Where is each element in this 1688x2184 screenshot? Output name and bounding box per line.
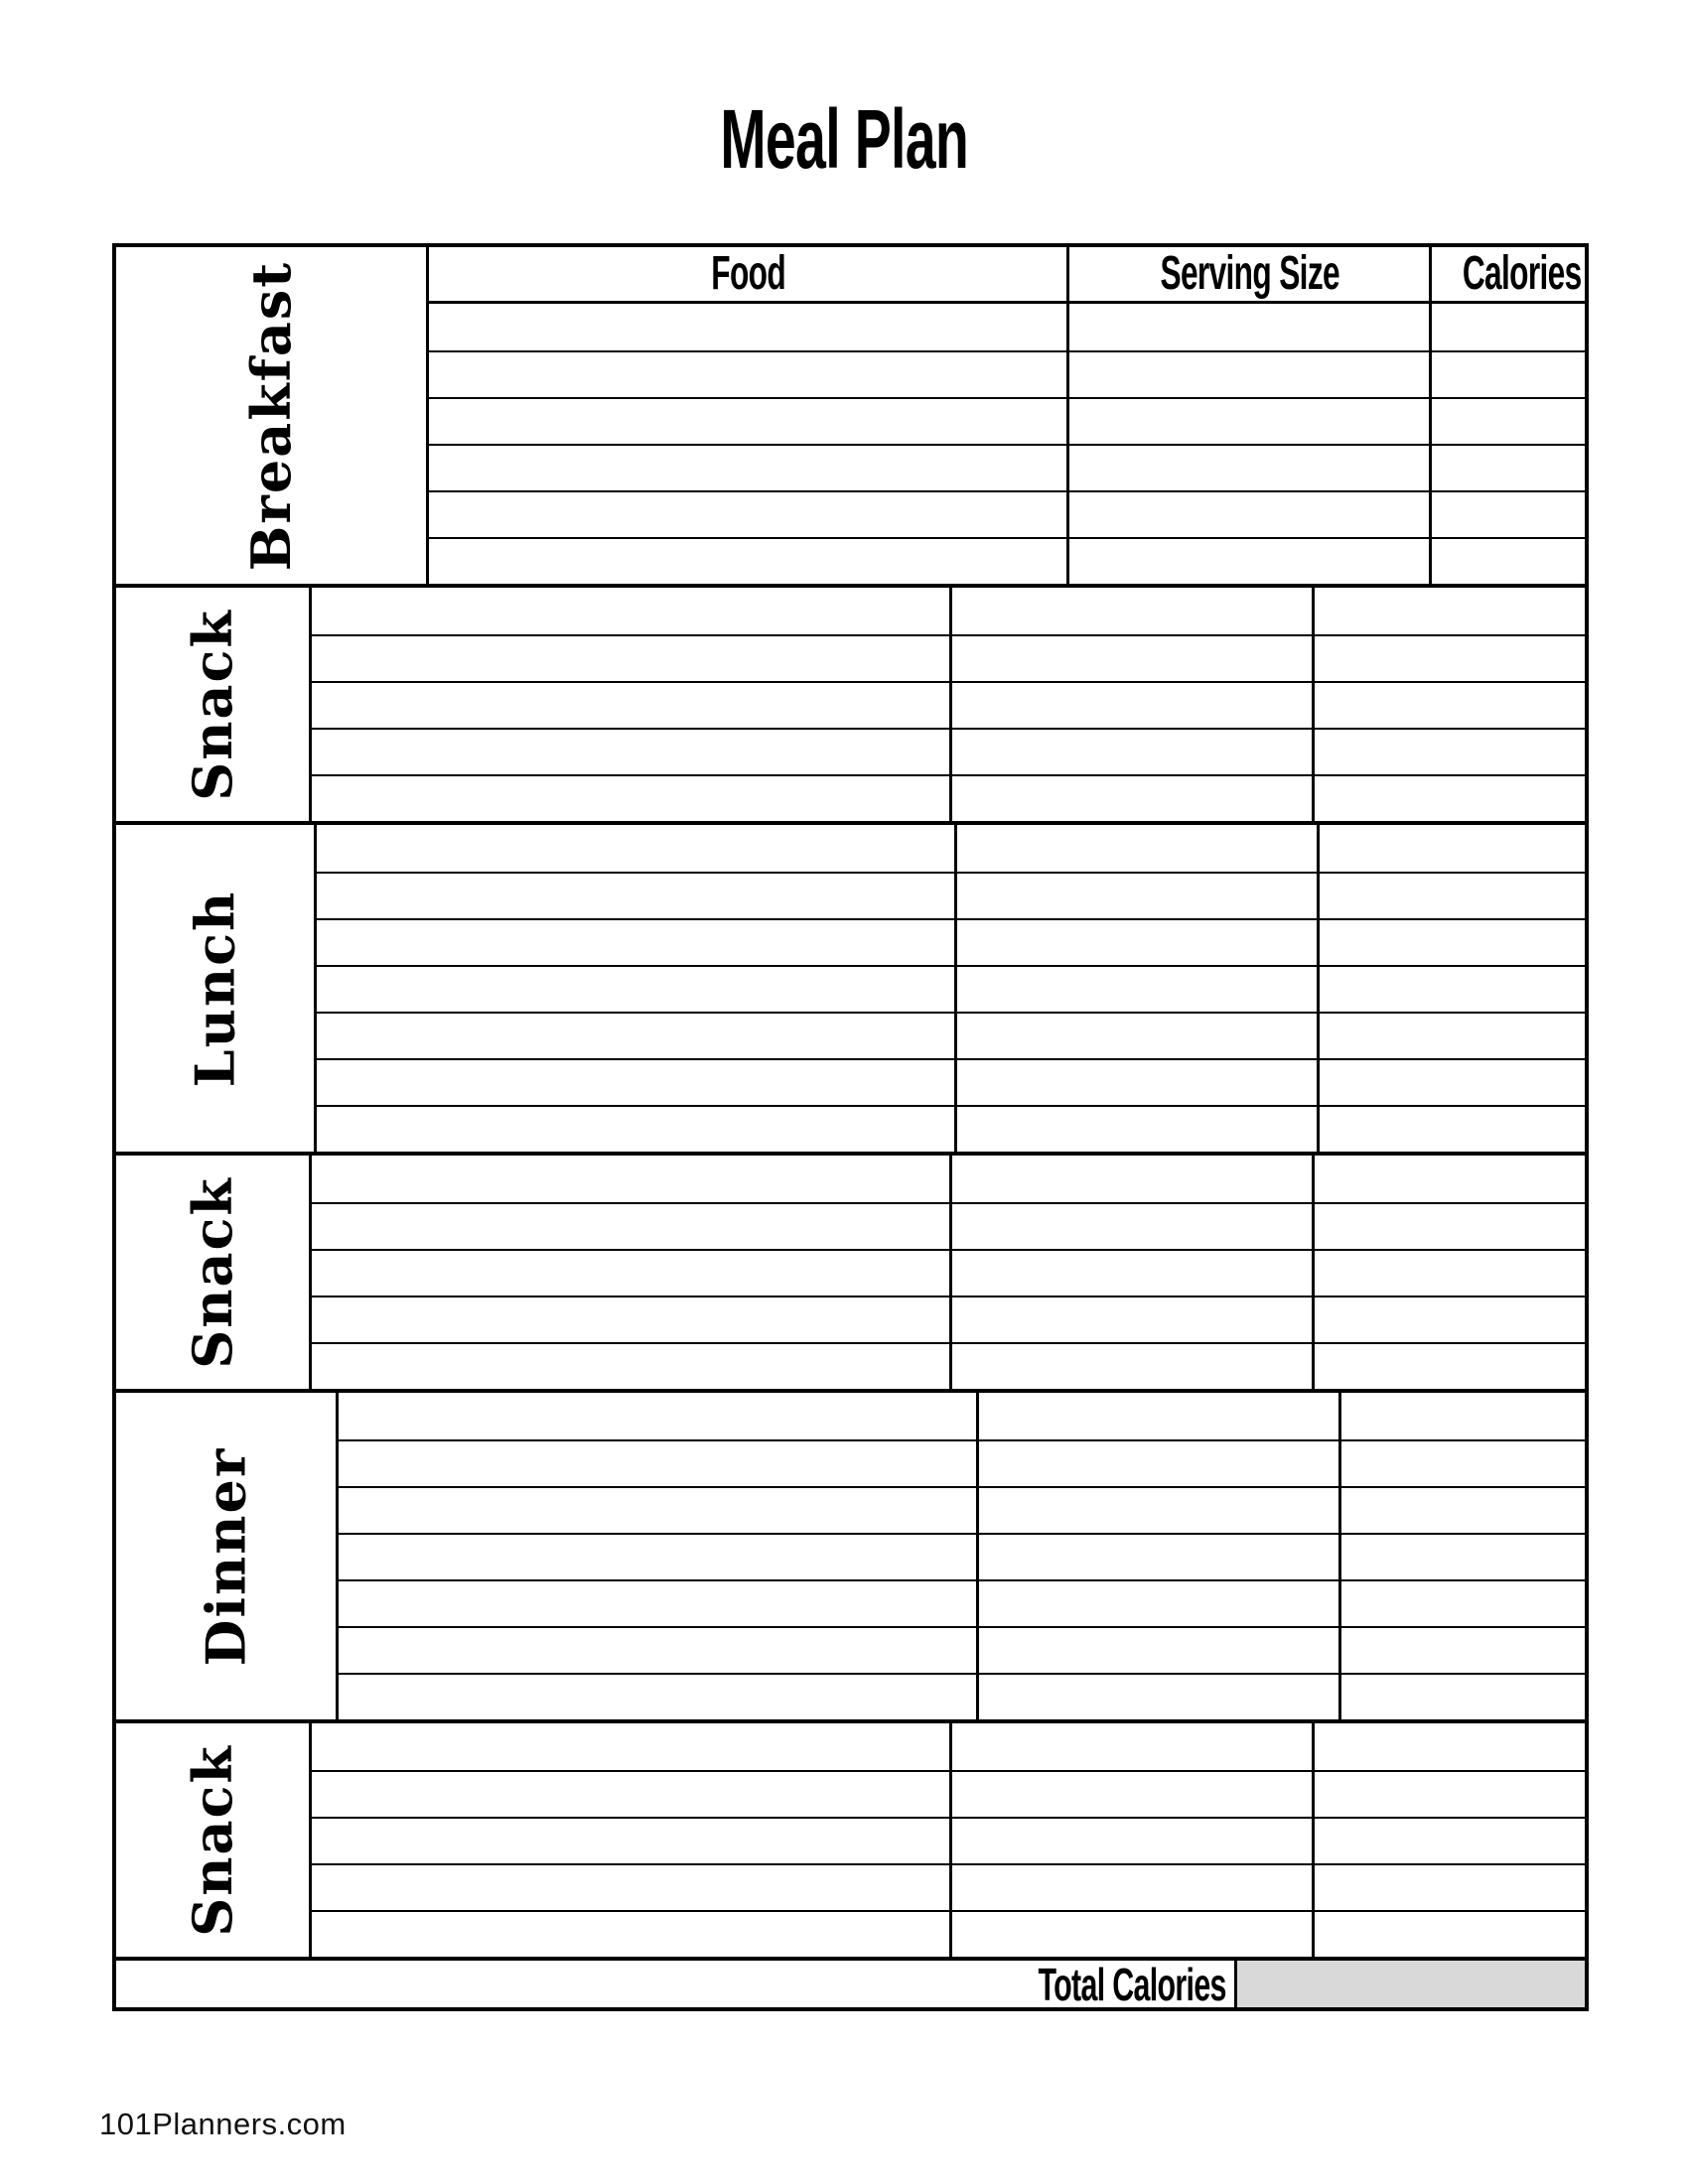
calories-cell[interactable] <box>1312 1344 1585 1389</box>
section-label: Snack <box>180 608 244 801</box>
entry-row <box>317 872 1585 918</box>
entry-row <box>312 1156 1585 1202</box>
total-calories-label-cell <box>116 1958 1234 2010</box>
food-cell[interactable] <box>429 399 1066 444</box>
calories-cell[interactable] <box>1429 304 1585 350</box>
entry-row <box>317 1012 1585 1058</box>
serving-size-cell[interactable] <box>954 1060 1317 1105</box>
column-header-label: Food <box>711 247 785 300</box>
calories-cell[interactable] <box>1338 1535 1585 1579</box>
serving-size-cell[interactable] <box>976 1535 1338 1579</box>
section-snack <box>116 584 1585 821</box>
calories-cell[interactable] <box>1312 730 1585 774</box>
entry-row <box>312 774 1585 821</box>
serving-size-cell[interactable] <box>949 588 1312 634</box>
food-cell[interactable] <box>312 730 949 774</box>
calories-cell[interactable] <box>1338 1488 1585 1533</box>
calories-cell[interactable] <box>1317 967 1585 1012</box>
serving-size-cell[interactable] <box>949 1819 1312 1863</box>
entry-row <box>317 965 1585 1012</box>
meal-sections <box>116 247 1585 1957</box>
calories-cell[interactable] <box>1317 825 1585 872</box>
serving-size-cell[interactable] <box>954 1014 1317 1058</box>
page-title <box>0 92 1688 186</box>
serving-size-cell[interactable] <box>949 1865 1312 1910</box>
food-cell[interactable] <box>312 1865 949 1910</box>
serving-size-cell[interactable] <box>949 1251 1312 1296</box>
calories-cell[interactable] <box>1429 446 1585 490</box>
entry-row <box>339 1579 1585 1626</box>
calories-cell[interactable] <box>1338 1441 1585 1486</box>
entry-row <box>317 825 1585 872</box>
calories-cell[interactable] <box>1312 776 1585 821</box>
entry-row <box>339 1439 1585 1486</box>
entry-row <box>339 1533 1585 1579</box>
column-header-label: Serving Size <box>1160 247 1339 300</box>
serving-size-cell[interactable] <box>949 1912 1312 1957</box>
entry-row <box>312 634 1585 681</box>
entry-row <box>317 918 1585 965</box>
section-dinner <box>116 1389 1585 1719</box>
column-header-calories <box>1429 247 1612 301</box>
entry-row <box>429 350 1585 397</box>
serving-size-cell[interactable] <box>976 1628 1338 1673</box>
calories-cell[interactable] <box>1429 492 1585 537</box>
section-snack <box>116 1152 1585 1389</box>
footer-site-text: 101Planners.com <box>99 2107 347 2141</box>
entry-row <box>312 588 1585 634</box>
food-cell[interactable] <box>312 1204 949 1249</box>
entry-row <box>312 1249 1585 1296</box>
food-cell[interactable] <box>312 1912 949 1957</box>
entry-row <box>429 490 1585 537</box>
entry-row <box>312 1296 1585 1342</box>
food-cell[interactable] <box>339 1393 976 1439</box>
calories-cell[interactable] <box>1312 1723 1585 1770</box>
column-header-label: Calories <box>1463 247 1583 300</box>
entry-row <box>339 1673 1585 1719</box>
entry-row <box>429 397 1585 444</box>
section-breakfast <box>116 247 1585 584</box>
serving-size-cell[interactable] <box>1066 352 1429 397</box>
food-cell[interactable] <box>312 683 949 728</box>
calories-cell[interactable] <box>1312 1156 1585 1202</box>
serving-size-cell[interactable] <box>949 1772 1312 1817</box>
food-cell[interactable] <box>317 920 954 965</box>
serving-size-cell[interactable] <box>949 1156 1312 1202</box>
entry-row <box>317 1058 1585 1105</box>
total-calories-label: Total Calories <box>1038 1958 1226 2010</box>
calories-cell[interactable] <box>1312 1912 1585 1957</box>
calories-cell[interactable] <box>1312 1865 1585 1910</box>
section-lunch <box>116 821 1585 1152</box>
serving-size-cell[interactable] <box>976 1488 1338 1533</box>
section-label-cell-dinner <box>116 1393 339 1719</box>
food-cell[interactable] <box>429 539 1066 584</box>
food-cell[interactable] <box>312 1156 949 1202</box>
entry-row <box>312 728 1585 774</box>
entry-row <box>339 1626 1585 1673</box>
calories-cell[interactable] <box>1338 1581 1585 1626</box>
entry-row <box>312 1202 1585 1249</box>
calories-cell[interactable] <box>1338 1393 1585 1439</box>
calories-cell[interactable] <box>1312 1251 1585 1296</box>
food-cell[interactable] <box>317 825 954 872</box>
entry-row <box>339 1393 1585 1439</box>
food-cell[interactable] <box>312 1344 949 1389</box>
meal-plan-table <box>112 243 1589 2011</box>
calories-cell[interactable] <box>1317 874 1585 918</box>
total-calories-value-cell[interactable] <box>1234 1961 1585 2007</box>
entry-row <box>312 1817 1585 1863</box>
section-label: Snack <box>180 1175 244 1369</box>
entry-row <box>317 1105 1585 1152</box>
serving-size-cell[interactable] <box>949 1723 1312 1770</box>
calories-cell[interactable] <box>1317 1014 1585 1058</box>
food-cell[interactable] <box>312 1819 949 1863</box>
serving-size-cell[interactable] <box>954 920 1317 965</box>
food-cell[interactable] <box>312 1297 949 1342</box>
entry-row <box>312 1342 1585 1389</box>
food-cell[interactable] <box>317 874 954 918</box>
calories-cell[interactable] <box>1317 920 1585 965</box>
food-cell[interactable] <box>339 1675 976 1719</box>
serving-size-cell[interactable] <box>954 874 1317 918</box>
food-cell[interactable] <box>312 776 949 821</box>
calories-cell[interactable] <box>1338 1628 1585 1673</box>
entry-row <box>429 444 1585 490</box>
serving-size-cell[interactable] <box>954 1107 1317 1152</box>
calories-cell[interactable] <box>1317 1107 1585 1152</box>
entry-row <box>339 1486 1585 1533</box>
entry-row <box>312 1863 1585 1910</box>
calories-cell[interactable] <box>1312 683 1585 728</box>
entry-row <box>429 537 1585 584</box>
food-cell[interactable] <box>312 1772 949 1817</box>
serving-size-cell[interactable] <box>949 1297 1312 1342</box>
table-header-row <box>429 247 1585 304</box>
serving-size-cell[interactable] <box>949 730 1312 774</box>
section-snack <box>116 1719 1585 1957</box>
food-cell[interactable] <box>339 1581 976 1626</box>
serving-size-cell[interactable] <box>1066 446 1429 490</box>
serving-size-cell[interactable] <box>1066 539 1429 584</box>
food-cell[interactable] <box>429 352 1066 397</box>
food-cell[interactable] <box>429 446 1066 490</box>
section-label-cell-snack <box>116 1723 312 1957</box>
calories-cell[interactable] <box>1312 1772 1585 1817</box>
food-cell[interactable] <box>312 1723 949 1770</box>
column-header-serving-size <box>1066 247 1429 301</box>
food-cell[interactable] <box>312 1251 949 1296</box>
food-cell[interactable] <box>339 1535 976 1579</box>
serving-size-cell[interactable] <box>954 825 1317 872</box>
section-label: Lunch <box>183 889 247 1087</box>
calories-cell[interactable] <box>1429 352 1585 397</box>
section-label-cell-snack <box>116 588 312 821</box>
serving-size-cell[interactable] <box>949 1344 1312 1389</box>
entry-row <box>312 1910 1585 1957</box>
serving-size-cell[interactable] <box>949 776 1312 821</box>
section-label-cell-lunch <box>116 825 317 1152</box>
serving-size-cell[interactable] <box>954 967 1317 1012</box>
calories-cell[interactable] <box>1312 1819 1585 1863</box>
entry-row <box>312 1770 1585 1817</box>
food-cell[interactable] <box>312 636 949 681</box>
section-label-cell-snack <box>116 1156 312 1389</box>
food-cell[interactable] <box>312 588 949 634</box>
food-cell[interactable] <box>339 1441 976 1486</box>
food-cell[interactable] <box>317 967 954 1012</box>
calories-cell[interactable] <box>1312 636 1585 681</box>
calories-cell[interactable] <box>1317 1060 1585 1105</box>
food-cell[interactable] <box>339 1488 976 1533</box>
serving-size-cell[interactable] <box>976 1581 1338 1626</box>
food-cell[interactable] <box>317 1107 954 1152</box>
serving-size-cell[interactable] <box>949 683 1312 728</box>
serving-size-cell[interactable] <box>976 1675 1338 1719</box>
serving-size-cell[interactable] <box>1066 492 1429 537</box>
serving-size-cell[interactable] <box>1066 399 1429 444</box>
calories-cell[interactable] <box>1312 1297 1585 1342</box>
column-header-food <box>429 247 1066 301</box>
food-cell[interactable] <box>317 1014 954 1058</box>
serving-size-cell[interactable] <box>1066 304 1429 350</box>
food-cell[interactable] <box>429 304 1066 350</box>
page-title-text: Meal Plan <box>720 92 968 186</box>
section-label: Snack <box>180 1743 244 1937</box>
calories-cell[interactable] <box>1312 588 1585 634</box>
food-cell[interactable] <box>429 492 1066 537</box>
entry-row <box>312 1723 1585 1770</box>
calories-cell[interactable] <box>1429 399 1585 444</box>
entry-row <box>429 304 1585 350</box>
section-label-cell-breakfast <box>116 247 429 584</box>
section-label: Breakfast <box>239 260 304 571</box>
serving-size-cell[interactable] <box>949 636 1312 681</box>
serving-size-cell[interactable] <box>949 1204 1312 1249</box>
section-label: Dinner <box>194 1446 258 1666</box>
serving-size-cell[interactable] <box>976 1441 1338 1486</box>
total-calories-row <box>116 1957 1585 2010</box>
calories-cell[interactable] <box>1312 1204 1585 1249</box>
serving-size-cell[interactable] <box>976 1393 1338 1439</box>
food-cell[interactable] <box>317 1060 954 1105</box>
calories-cell[interactable] <box>1338 1675 1585 1719</box>
calories-cell[interactable] <box>1429 539 1585 584</box>
entry-row <box>312 681 1585 728</box>
food-cell[interactable] <box>339 1628 976 1673</box>
